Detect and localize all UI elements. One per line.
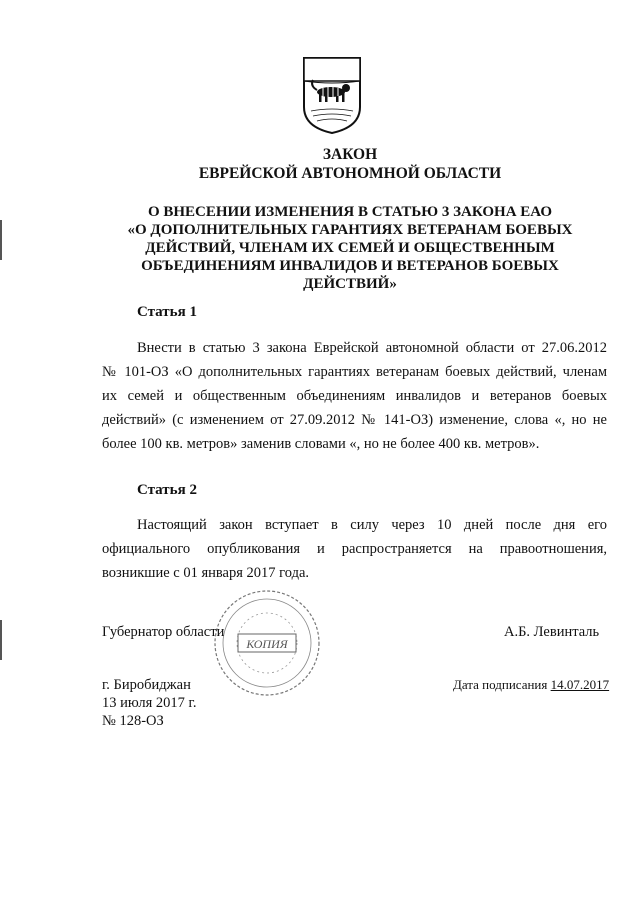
article-1-heading: Статья 1 bbox=[137, 304, 197, 320]
article-2-line: возникшие с 01 января 2017 года. bbox=[102, 565, 310, 581]
law-label: ЗАКОН bbox=[322, 146, 378, 163]
scan-edge-mark bbox=[0, 620, 2, 660]
scan-edge-mark bbox=[0, 220, 2, 260]
article-1-line: действий» (с изменением от 27.09.2012 № 141-ОЗ) изменение, слова «, но не bbox=[102, 412, 607, 428]
article-1-line: их семей и общественным объединениям инвалидов и ветеранов боевых bbox=[102, 388, 607, 404]
subject-line: «О ДОПОЛНИТЕЛЬНЫХ ГАРАНТИЯХ ВЕТЕРАНАМ БОЕВЫХ bbox=[127, 222, 573, 238]
subject-line: ДЕЙСТВИЙ, ЧЛЕНАМ ИХ СЕМЕЙ И ОБЩЕСТВЕННЫМ bbox=[145, 240, 555, 256]
region-title: ЕВРЕЙСКОЙ АВТОНОМНОЙ ОБЛАСТИ bbox=[198, 165, 502, 182]
governor-name: А.Б. Левинталь bbox=[504, 624, 600, 640]
coat-of-arms-emblem bbox=[301, 55, 363, 135]
article-1-line: более 100 кв. метров» заменив словами «, но не более 400 кв. метров». bbox=[102, 436, 540, 452]
signing-date-label: Дата подписания bbox=[453, 677, 551, 692]
stamp-label: КОПИЯ bbox=[246, 637, 288, 651]
signing-date-block bbox=[453, 677, 609, 693]
subject-line: ДЕЙСТВИЙ» bbox=[303, 276, 397, 292]
article-2-line: официального опубликования и распространяется на правоотношения, bbox=[102, 541, 607, 557]
city-label: г. Биробиджан bbox=[102, 677, 191, 693]
article-1-line: № 101-ОЗ «О дополнительных гарантиях ветеранам боевых действий, членам bbox=[102, 364, 607, 380]
subject-line: ОБЪЕДИНЕНИЯМ ИНВАЛИДОВ И ВЕТЕРАНОВ БОЕВЫХ bbox=[141, 258, 559, 274]
article-2-heading: Статья 2 bbox=[137, 482, 197, 498]
subject-line: О ВНЕСЕНИИ ИЗМЕНЕНИЯ В СТАТЬЮ 3 ЗАКОНА ЕАО bbox=[147, 204, 553, 220]
signing-date-value: 14.07.2017 bbox=[550, 677, 610, 692]
article-2-line: Настоящий закон вступает в силу через 10 дней после дня его bbox=[137, 517, 607, 533]
copy-stamp bbox=[212, 588, 322, 698]
law-number: № 128-ОЗ bbox=[102, 713, 164, 729]
governor-label: Губернатор области bbox=[102, 624, 225, 640]
law-date: 13 июля 2017 г. bbox=[102, 695, 197, 711]
article-1-line: Внести в статью 3 закона Еврейской автономной области от 27.06.2012 bbox=[137, 340, 607, 356]
